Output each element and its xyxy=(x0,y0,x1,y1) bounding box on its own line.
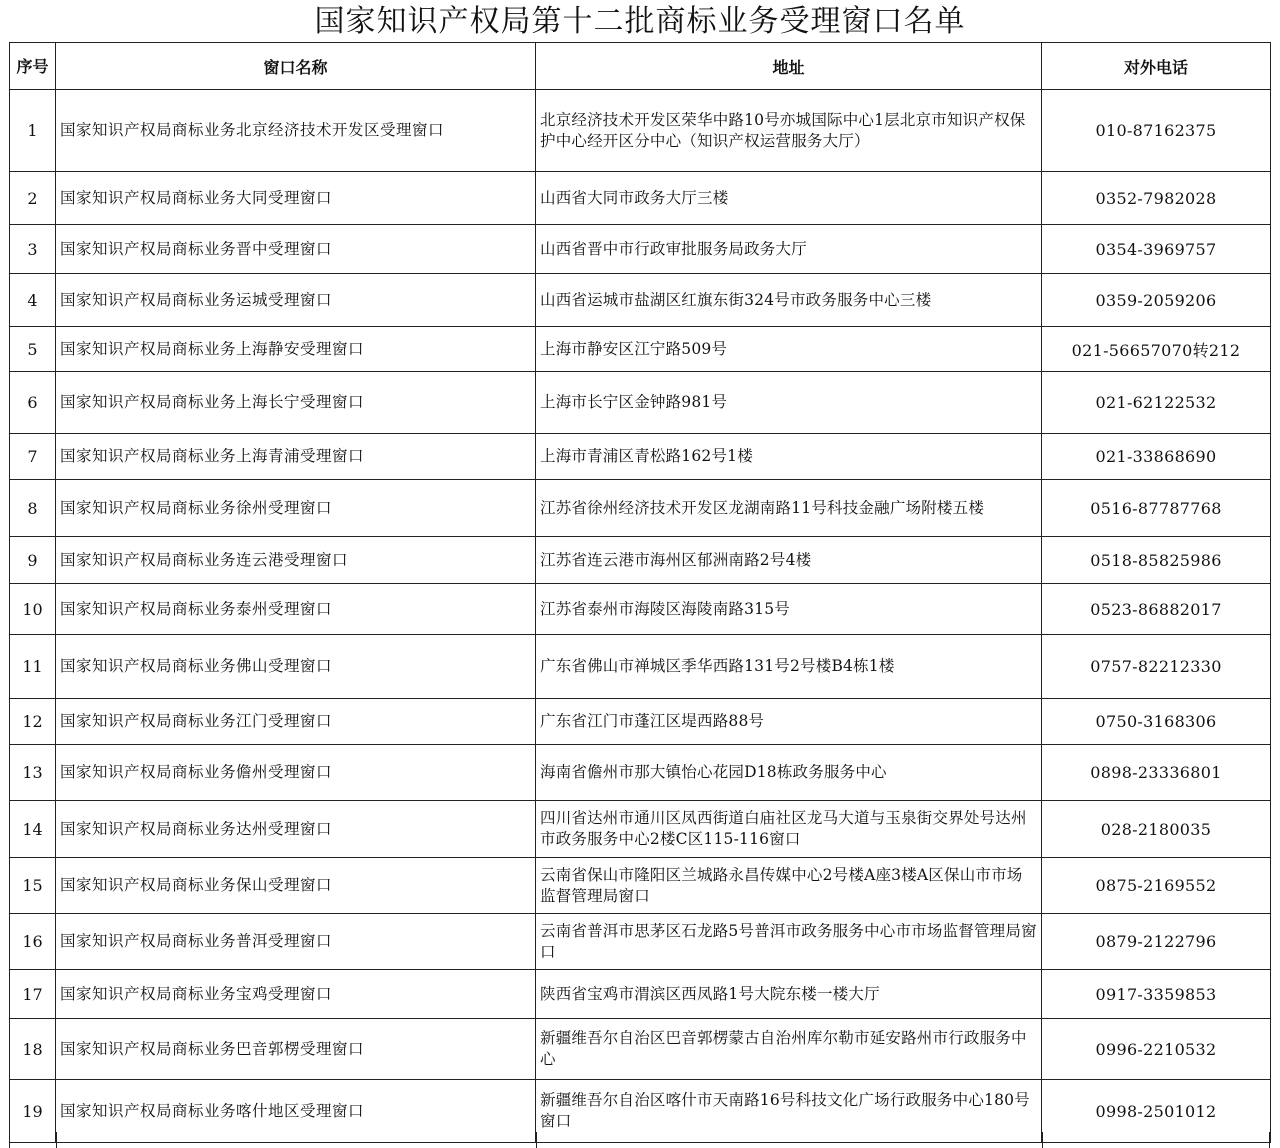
header-seq: 序号 xyxy=(10,43,56,90)
row-phone: 0917-3359853 xyxy=(1042,970,1271,1019)
table-row xyxy=(10,858,1271,914)
table-row xyxy=(10,914,1271,970)
row-seq: 10 xyxy=(10,584,56,635)
row-window-name: 国家知识产权局商标业务上海静安受理窗口 xyxy=(56,327,536,372)
window-list-table xyxy=(9,42,1271,1143)
row-phone: 0757-82212330 xyxy=(1042,635,1271,699)
table-row xyxy=(10,537,1271,584)
row-phone: 0516-87787768 xyxy=(1042,480,1271,537)
row-seq: 2 xyxy=(10,172,56,225)
row-seq: 15 xyxy=(10,858,56,914)
row-window-name: 国家知识产权局商标业务徐州受理窗口 xyxy=(56,480,536,537)
table-row xyxy=(10,699,1271,745)
row-window-name: 国家知识产权局商标业务北京经济技术开发区受理窗口 xyxy=(56,90,536,172)
row-seq: 11 xyxy=(10,635,56,699)
row-address: 江苏省连云港市海州区郁洲南路2号4楼 xyxy=(536,537,1042,584)
row-address: 山西省大同市政务大厅三楼 xyxy=(536,172,1042,225)
table-row xyxy=(10,372,1271,434)
row-phone: 028-2180035 xyxy=(1042,801,1271,858)
table-row xyxy=(10,90,1271,172)
row-address: 广东省佛山市禅城区季华西路131号2号楼B4栋1楼 xyxy=(536,635,1042,699)
row-phone: 0523-86882017 xyxy=(1042,584,1271,635)
row-window-name: 国家知识产权局商标业务佛山受理窗口 xyxy=(56,635,536,699)
table-continuation xyxy=(9,1132,1270,1148)
row-phone: 0996-2210532 xyxy=(1042,1019,1271,1080)
row-seq: 9 xyxy=(10,537,56,584)
row-address: 云南省普洱市思茅区石龙路5号普洱市政务服务中心市市场监督管理局窗口 xyxy=(536,914,1042,970)
row-window-name: 国家知识产权局商标业务泰州受理窗口 xyxy=(56,584,536,635)
table-row xyxy=(10,225,1271,274)
row-window-name: 国家知识产权局商标业务大同受理窗口 xyxy=(56,172,536,225)
row-window-name: 国家知识产权局商标业务上海长宁受理窗口 xyxy=(56,372,536,434)
row-address: 上海市青浦区青松路162号1楼 xyxy=(536,434,1042,480)
row-address: 云南省保山市隆阳区兰城路永昌传媒中心2号楼A座3楼A区保山市市场监督管理局窗口 xyxy=(536,858,1042,914)
row-phone: 0750-3168306 xyxy=(1042,699,1271,745)
row-seq: 1 xyxy=(10,90,56,172)
row-phone: 0998-2501012 xyxy=(1042,1080,1271,1143)
row-seq: 19 xyxy=(10,1080,56,1143)
row-seq: 4 xyxy=(10,274,56,327)
row-window-name: 国家知识产权局商标业务晋中受理窗口 xyxy=(56,225,536,274)
row-address: 上海市静安区江宁路509号 xyxy=(536,327,1042,372)
row-address: 上海市长宁区金钟路981号 xyxy=(536,372,1042,434)
table-row xyxy=(10,584,1271,635)
header-name: 窗口名称 xyxy=(56,43,536,90)
row-phone: 021-56657070转212 xyxy=(1042,327,1271,372)
row-window-name: 国家知识产权局商标业务宝鸡受理窗口 xyxy=(56,970,536,1019)
row-phone: 0518-85825986 xyxy=(1042,537,1271,584)
row-seq: 7 xyxy=(10,434,56,480)
row-phone: 0359-2059206 xyxy=(1042,274,1271,327)
row-window-name: 国家知识产权局商标业务儋州受理窗口 xyxy=(56,745,536,801)
row-seq: 17 xyxy=(10,970,56,1019)
table-row xyxy=(10,274,1271,327)
row-phone: 010-87162375 xyxy=(1042,90,1271,172)
row-seq: 13 xyxy=(10,745,56,801)
table-row xyxy=(10,434,1271,480)
table-body xyxy=(10,90,1271,1143)
row-phone: 021-33868690 xyxy=(1042,434,1271,480)
row-phone: 0354-3969757 xyxy=(1042,225,1271,274)
table-row xyxy=(10,745,1271,801)
row-seq: 12 xyxy=(10,699,56,745)
row-address: 新疆维吾尔自治区巴音郭楞蒙古自治州库尔勒市延安路州市行政服务中心 xyxy=(536,1019,1042,1080)
table-row xyxy=(10,172,1271,225)
row-seq: 16 xyxy=(10,914,56,970)
row-address: 山西省运城市盐湖区红旗东街324号市政务服务中心三楼 xyxy=(536,274,1042,327)
table-header-row xyxy=(10,43,1271,90)
row-address: 陕西省宝鸡市渭滨区西凤路1号大院东楼一楼大厅 xyxy=(536,970,1042,1019)
row-seq: 6 xyxy=(10,372,56,434)
row-window-name: 国家知识产权局商标业务普洱受理窗口 xyxy=(56,914,536,970)
row-window-name: 国家知识产权局商标业务运城受理窗口 xyxy=(56,274,536,327)
row-phone: 0879-2122796 xyxy=(1042,914,1271,970)
table-row xyxy=(10,327,1271,372)
row-window-name: 国家知识产权局商标业务达州受理窗口 xyxy=(56,801,536,858)
row-address: 山西省晋中市行政审批服务局政务大厅 xyxy=(536,225,1042,274)
row-phone: 0352-7982028 xyxy=(1042,172,1271,225)
row-window-name: 国家知识产权局商标业务江门受理窗口 xyxy=(56,699,536,745)
table-row xyxy=(10,970,1271,1019)
row-address: 江苏省徐州经济技术开发区龙湖南路11号科技金融广场附楼五楼 xyxy=(536,480,1042,537)
table-row xyxy=(10,801,1271,858)
header-phone: 对外电话 xyxy=(1042,43,1271,90)
row-seq: 14 xyxy=(10,801,56,858)
row-window-name: 国家知识产权局商标业务保山受理窗口 xyxy=(56,858,536,914)
row-window-name: 国家知识产权局商标业务喀什地区受理窗口 xyxy=(56,1080,536,1143)
row-seq: 18 xyxy=(10,1019,56,1080)
row-address: 广东省江门市蓬江区堤西路88号 xyxy=(536,699,1042,745)
row-address: 四川省达州市通川区凤西街道白庙社区龙马大道与玉泉街交界处号达州市政务服务中心2楼C区115-116窗口 xyxy=(536,801,1042,858)
row-address: 新疆维吾尔自治区喀什市天南路16号科技文化广场行政服务中心180号窗口 xyxy=(536,1080,1042,1143)
table-row xyxy=(10,635,1271,699)
row-address: 江苏省泰州市海陵区海陵南路315号 xyxy=(536,584,1042,635)
row-seq: 3 xyxy=(10,225,56,274)
table-row xyxy=(10,1019,1271,1080)
row-phone: 0875-2169552 xyxy=(1042,858,1271,914)
table-row xyxy=(10,480,1271,537)
row-seq: 8 xyxy=(10,480,56,537)
page-title: 国家知识产权局第十二批商标业务受理窗口名单 xyxy=(314,4,966,39)
row-window-name: 国家知识产权局商标业务连云港受理窗口 xyxy=(56,537,536,584)
row-phone: 0898-23336801 xyxy=(1042,745,1271,801)
header-address: 地址 xyxy=(536,43,1042,90)
row-phone: 021-62122532 xyxy=(1042,372,1271,434)
row-window-name: 国家知识产权局商标业务上海青浦受理窗口 xyxy=(56,434,536,480)
row-seq: 5 xyxy=(10,327,56,372)
row-window-name: 国家知识产权局商标业务巴音郭楞受理窗口 xyxy=(56,1019,536,1080)
row-address: 海南省儋州市那大镇怡心花园D18栋政务服务中心 xyxy=(536,745,1042,801)
row-address: 北京经济技术开发区荣华中路10号亦城国际中心1层北京市知识产权保护中心经开区分中心（知识产权运营服务大厅） xyxy=(536,90,1042,172)
